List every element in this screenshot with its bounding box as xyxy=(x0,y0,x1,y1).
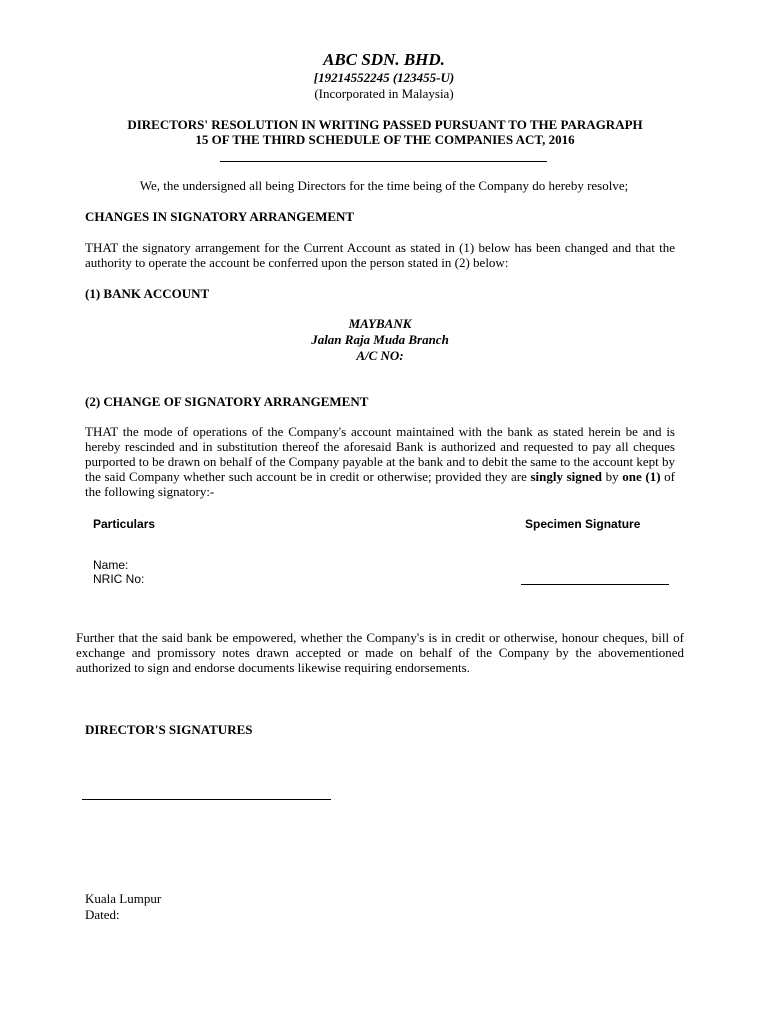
title-underline xyxy=(220,161,547,162)
bank-account-heading: (1) BANK ACCOUNT xyxy=(85,286,210,301)
section-body-changes: THAT the signatory arrangement for the Current Account as stated in (1) below has been changed and that the authority to operate the account be conferred upon the person stated in (2) below: xyxy=(85,240,675,270)
change-signatory-body-intro: THAT the mode of operations of the Company's account maintained with the bank as stated herein be and is hereby rescinded and in substitution thereof the aforesaid Bank is authorized and requested to pay all cheques purported to be drawn on behalf of the Company payable at the bank and to debit the same to the account kept by the said Company whether such account be in credit or otherwise; provided they are xyxy=(85,424,675,484)
director-signature-line xyxy=(82,799,331,800)
bank-branch: Jalan Raja Muda Branch xyxy=(311,332,449,347)
change-signatory-body xyxy=(85,424,675,499)
resolution-title-line-1: DIRECTORS' RESOLUTION IN WRITING PASSED PURSUANT TO THE PARAGRAPH xyxy=(127,117,643,132)
place-text: Kuala Lumpur xyxy=(85,891,162,906)
resolution-title-line-2: 15 OF THE THIRD SCHEDULE OF THE COMPANIES ACT, 2016 xyxy=(195,132,575,147)
account-number: A/C NO: xyxy=(356,348,404,363)
by-text: by xyxy=(602,469,623,484)
intro-paragraph: We, the undersigned all being Directors for the time being of the Company do hereby resolve; xyxy=(139,178,629,193)
signatory-name-label: Name: xyxy=(93,558,129,572)
specimen-signature-line xyxy=(521,584,669,585)
directors-signatures-heading: DIRECTOR'S SIGNATURES xyxy=(85,722,253,737)
company-name: ABC SDN. BHD. xyxy=(323,50,445,69)
change-signatory-heading: (2) CHANGE OF SIGNATORY ARRANGEMENT xyxy=(85,394,369,409)
change-signatory-body-tail: of the following signatory:- xyxy=(85,469,675,499)
singly-signed-text: singly signed xyxy=(530,469,603,484)
dated-label: Dated: xyxy=(85,907,120,922)
specimen-signature-column-header: Specimen Signature xyxy=(525,517,641,531)
signatory-nric-label: NRIC No: xyxy=(93,572,145,586)
registration-number: [19214552245 (123455-U) xyxy=(313,70,455,85)
further-paragraph: Further that the said bank be empowered, whether the Company's is in credit or otherwise, honour cheques, bill of exchange and promissory notes drawn accepted or made on behalf of the Company by the abovementioned authorized to sign and endorse documents likewise requiring endorsements. xyxy=(76,630,684,675)
particulars-column-header: Particulars xyxy=(93,517,156,531)
bank-name: MAYBANK xyxy=(348,316,412,331)
section-heading-changes: CHANGES IN SIGNATORY ARRANGEMENT xyxy=(85,209,355,224)
resolution-title xyxy=(85,117,685,147)
incorporation-note: (Incorporated in Malaysia) xyxy=(314,86,454,101)
one-signatory-text: one (1) xyxy=(622,469,661,484)
